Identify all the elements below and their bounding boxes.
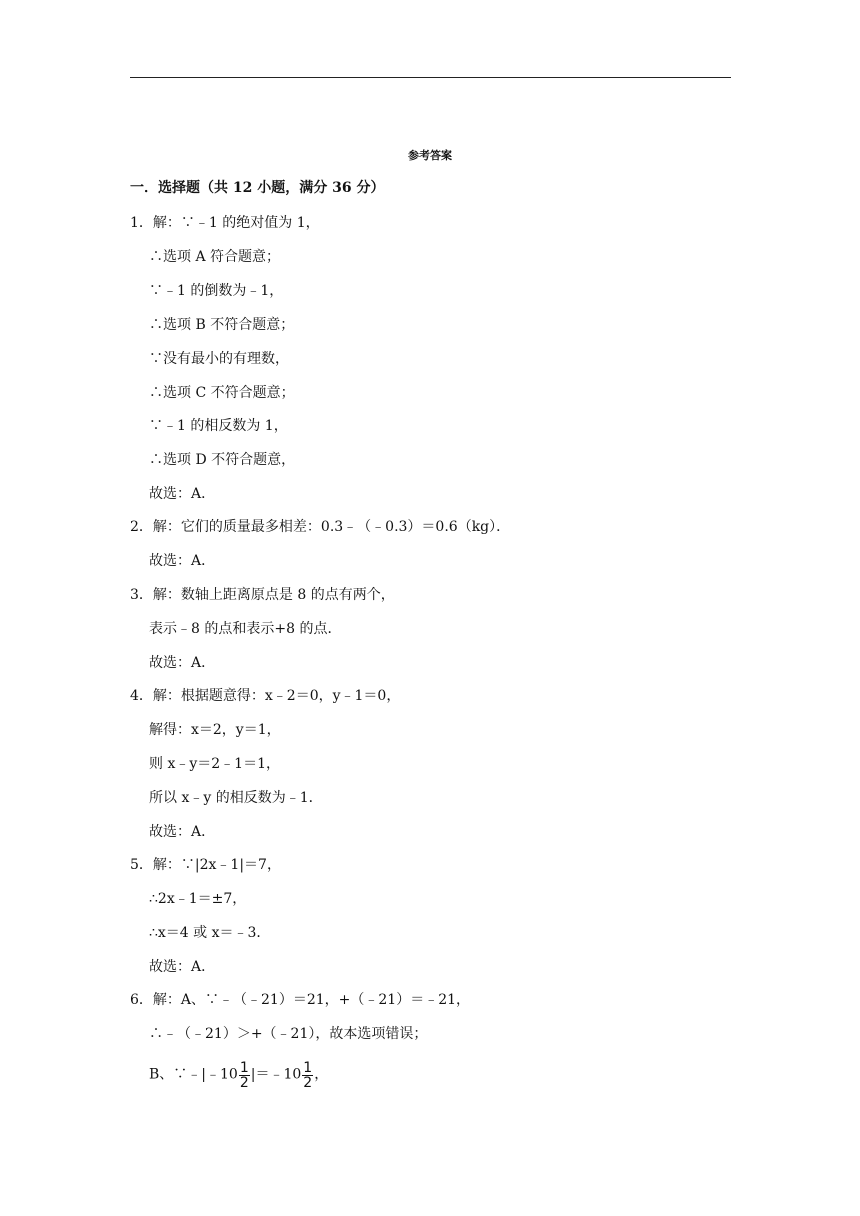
expression-middle: |＝﹣10: [250, 1066, 302, 1083]
answer-line: 故选：A．: [149, 824, 216, 840]
fraction-numerator: 1: [303, 1060, 313, 1076]
fraction-one-half: [302, 1061, 313, 1090]
answer-5-line: 5．解：∵|2x﹣1|＝7，: [130, 857, 281, 873]
answer-line: 表示﹣8 的点和表示+8 的点．: [149, 621, 342, 637]
answer-4-line: 4．解：根据题意得：x﹣2＝0，y﹣1＝0，: [130, 688, 401, 704]
answer-3-line: 3．解：数轴上距离原点是 8 的点有两个，: [130, 587, 395, 603]
answer-2-line: 2．解：它们的质量最多相差：0.3﹣（﹣0.3）＝0.6（kg）．: [130, 519, 511, 535]
answer-line: ∴2x﹣1＝±7，: [149, 891, 247, 907]
answer-line: 则 x﹣y＝2﹣1＝1，: [149, 756, 280, 772]
answer-line: 解得：x＝2，y＝1，: [149, 722, 281, 738]
answer-line: ∵﹣1 的倒数为﹣1，: [149, 283, 284, 299]
expression-suffix: ，: [314, 1066, 329, 1083]
answer-6-line: 6．解：A、∵﹣（﹣21）＝21，+（﹣21）＝﹣21，: [130, 992, 471, 1008]
answer-line: 所以 x﹣y 的相反数为﹣1．: [149, 790, 323, 806]
fraction-numerator: 1: [239, 1060, 249, 1076]
answer-line: ∴选项 D 不符合题意，: [149, 452, 296, 468]
answer-line: ∴选项 A 符合题意；: [149, 249, 281, 265]
page-title: 参考答案: [408, 149, 452, 162]
answer-line-with-fractions: [149, 1060, 328, 1089]
section-heading: 一．选择题（共 12 小题，满分 36 分）: [130, 180, 385, 196]
answer-line: ∴﹣（﹣21）＞+（﹣21），故本选项错误；: [149, 1026, 428, 1042]
expression-prefix: B、∵﹣|﹣10: [149, 1066, 238, 1083]
header-rule: [130, 77, 731, 78]
answer-line: ∵没有最小的有理数，: [149, 351, 289, 367]
fraction-one-half: [239, 1061, 250, 1090]
answer-line: ∴选项 B 不符合题意；: [149, 317, 295, 333]
fraction-denominator: 2: [303, 1075, 313, 1091]
answer-line: 故选：A．: [149, 553, 216, 569]
answer-1-line: 1．解：∵﹣1 的绝对值为 1，: [130, 215, 320, 231]
answer-line: 故选：A．: [149, 486, 216, 502]
answer-line: 故选：A．: [149, 655, 216, 671]
fraction-denominator: 2: [239, 1075, 249, 1091]
answer-line: ∴选项 C 不符合题意；: [149, 385, 295, 401]
answer-line: ∴x＝4 或 x＝﹣3．: [149, 925, 271, 941]
answer-line: 故选：A．: [149, 959, 216, 975]
answer-line: ∵﹣1 的相反数为 1，: [149, 418, 288, 434]
